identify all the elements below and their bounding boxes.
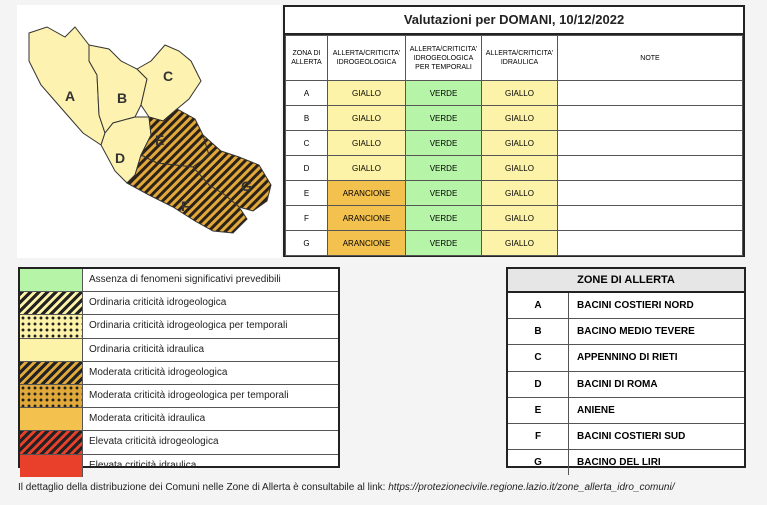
legend-label: Ordinaria criticità idrogeologica [89,297,227,309]
cell-zone: A [286,81,328,106]
cell-zone: F [286,206,328,231]
map-zone-e [141,109,209,167]
evaluation-row [286,206,743,231]
cell-idraulica: GIALLO [482,156,558,181]
cell-idraulica: GIALLO [482,206,558,231]
map-label-f: F [181,198,190,214]
cell-zone: D [286,156,328,181]
legend-label: Elevata criticità idraulica [89,459,197,471]
cell-temporali: VERDE [406,106,482,131]
cell-temporali: VERDE [406,231,482,256]
cell-zone: C [286,131,328,156]
lazio-map-svg [17,5,281,258]
map-label-d: D [115,150,126,166]
legend-swatch [20,408,83,430]
cell-idraulica: GIALLO [482,81,558,106]
footer-note [18,482,675,493]
legend-row [20,408,338,431]
legend-swatch [20,362,83,384]
cell-note [558,156,743,181]
evaluation-header-row [286,36,743,81]
zone-name: ANIENE [577,404,615,416]
evaluation-row [286,81,743,106]
zones-panel [506,267,746,468]
zone-row [508,345,744,371]
legend-row [20,431,338,454]
zone-code: F [508,424,569,449]
cell-note [558,206,743,231]
zones-title: ZONE DI ALLERTA [508,269,744,293]
cell-idrogeologica: ARANCIONE [328,231,406,256]
footer-text: Il dettaglio della distribuzione dei Comuni nelle Zone di Allerta è consultabile al link: [18,482,389,493]
zone-code: D [508,372,569,397]
map-label-a: A [65,88,76,104]
zone-name: BACINO DEL LIRI [577,457,661,469]
legend-row [20,362,338,385]
zone-row [508,398,744,424]
zone-name: BACINI DI ROMA [577,378,658,390]
cell-idraulica: GIALLO [482,131,558,156]
cell-idraulica: GIALLO [482,106,558,131]
cell-idrogeologica: GIALLO [328,81,406,106]
legend-label: Moderata criticità idrogeologica per temporali [89,389,289,401]
zone-code: C [508,345,569,370]
legend-swatch [20,385,83,407]
legend-label: Moderata criticità idraulica [89,413,206,425]
cell-note [558,106,743,131]
legend-row [20,385,338,408]
cell-note [558,231,743,256]
cell-note [558,131,743,156]
header-note: NOTE [558,36,743,81]
legend-panel [18,267,340,471]
header-zona: ZONA DI ALLERTA [286,36,328,81]
cell-idrogeologica: GIALLO [328,131,406,156]
cell-idrogeologica: GIALLO [328,106,406,131]
cell-temporali: VERDE [406,131,482,156]
cell-temporali: VERDE [406,81,482,106]
legend-label: Moderata criticità idrogeologica [89,366,228,378]
legend-swatch [20,455,83,477]
cell-temporali: VERDE [406,181,482,206]
cell-idrogeologica: GIALLO [328,156,406,181]
cell-zone: G [286,231,328,256]
cell-idrogeologica: ARANCIONE [328,206,406,231]
header-temporali: ALLERTA/CRITICITA' IDROGEOLOGICA PER TEMPORALI [406,36,482,81]
legend-swatch [20,339,83,361]
cell-note [558,81,743,106]
zone-map [17,5,281,258]
map-zone-a [29,27,105,145]
evaluation-row [286,181,743,206]
zone-row [508,319,744,345]
map-label-g: G [241,178,252,194]
legend-row [20,315,338,338]
legend-label: Ordinaria criticità idrogeologica per temporali [89,320,288,332]
zone-name: BACINI COSTIERI SUD [577,430,686,442]
cell-idraulica: GIALLO [482,181,558,206]
map-label-c: C [163,68,174,84]
cell-temporali: VERDE [406,156,482,181]
map-label-e: E [155,132,165,148]
cell-idraulica: GIALLO [482,231,558,256]
cell-zone: E [286,181,328,206]
zone-name: APPENNINO DI RIETI [577,352,678,364]
zone-code: A [508,293,569,318]
zone-row [508,424,744,450]
zone-row [508,450,744,475]
evaluation-row [286,231,743,256]
zone-row [508,293,744,319]
header-idrogeologica: ALLERTA/CRITICITA' IDROGEOLOGICA [328,36,406,81]
zone-row [508,372,744,398]
zone-code: B [508,319,569,344]
evaluation-row [286,156,743,181]
legend-label: Elevata criticità idrogeologica [89,436,219,448]
evaluation-panel [283,5,745,257]
legend-row [20,455,338,477]
evaluation-row [286,131,743,156]
legend-swatch [20,315,83,337]
evaluation-title: Valutazioni per DOMANI, 10/12/2022 [285,7,743,35]
zone-name: BACINO MEDIO TEVERE [577,326,695,338]
zone-code: G [508,450,569,475]
cell-note [558,181,743,206]
evaluation-row [286,106,743,131]
evaluation-table [285,35,743,256]
legend-row [20,292,338,315]
header-idraulica: ALLERTA/CRITICITA' IDRAULICA [482,36,558,81]
zone-name: BACINI COSTIERI NORD [577,300,694,311]
cell-temporali: VERDE [406,206,482,231]
legend-swatch [20,431,83,453]
legend-row [20,339,338,362]
map-label-b: B [117,90,128,106]
cell-zone: B [286,106,328,131]
footer-link[interactable]: https://protezionecivile.regione.lazio.it/zone_allerta_idro_comuni/ [388,482,675,493]
legend-swatch [20,269,83,291]
cell-idrogeologica: ARANCIONE [328,181,406,206]
legend-swatch [20,292,83,314]
legend-label: Ordinaria criticità idraulica [89,343,205,355]
zone-code: E [508,398,569,423]
legend-row [20,269,338,292]
legend-label: Assenza di fenomeni significativi prevedibili [89,274,281,285]
